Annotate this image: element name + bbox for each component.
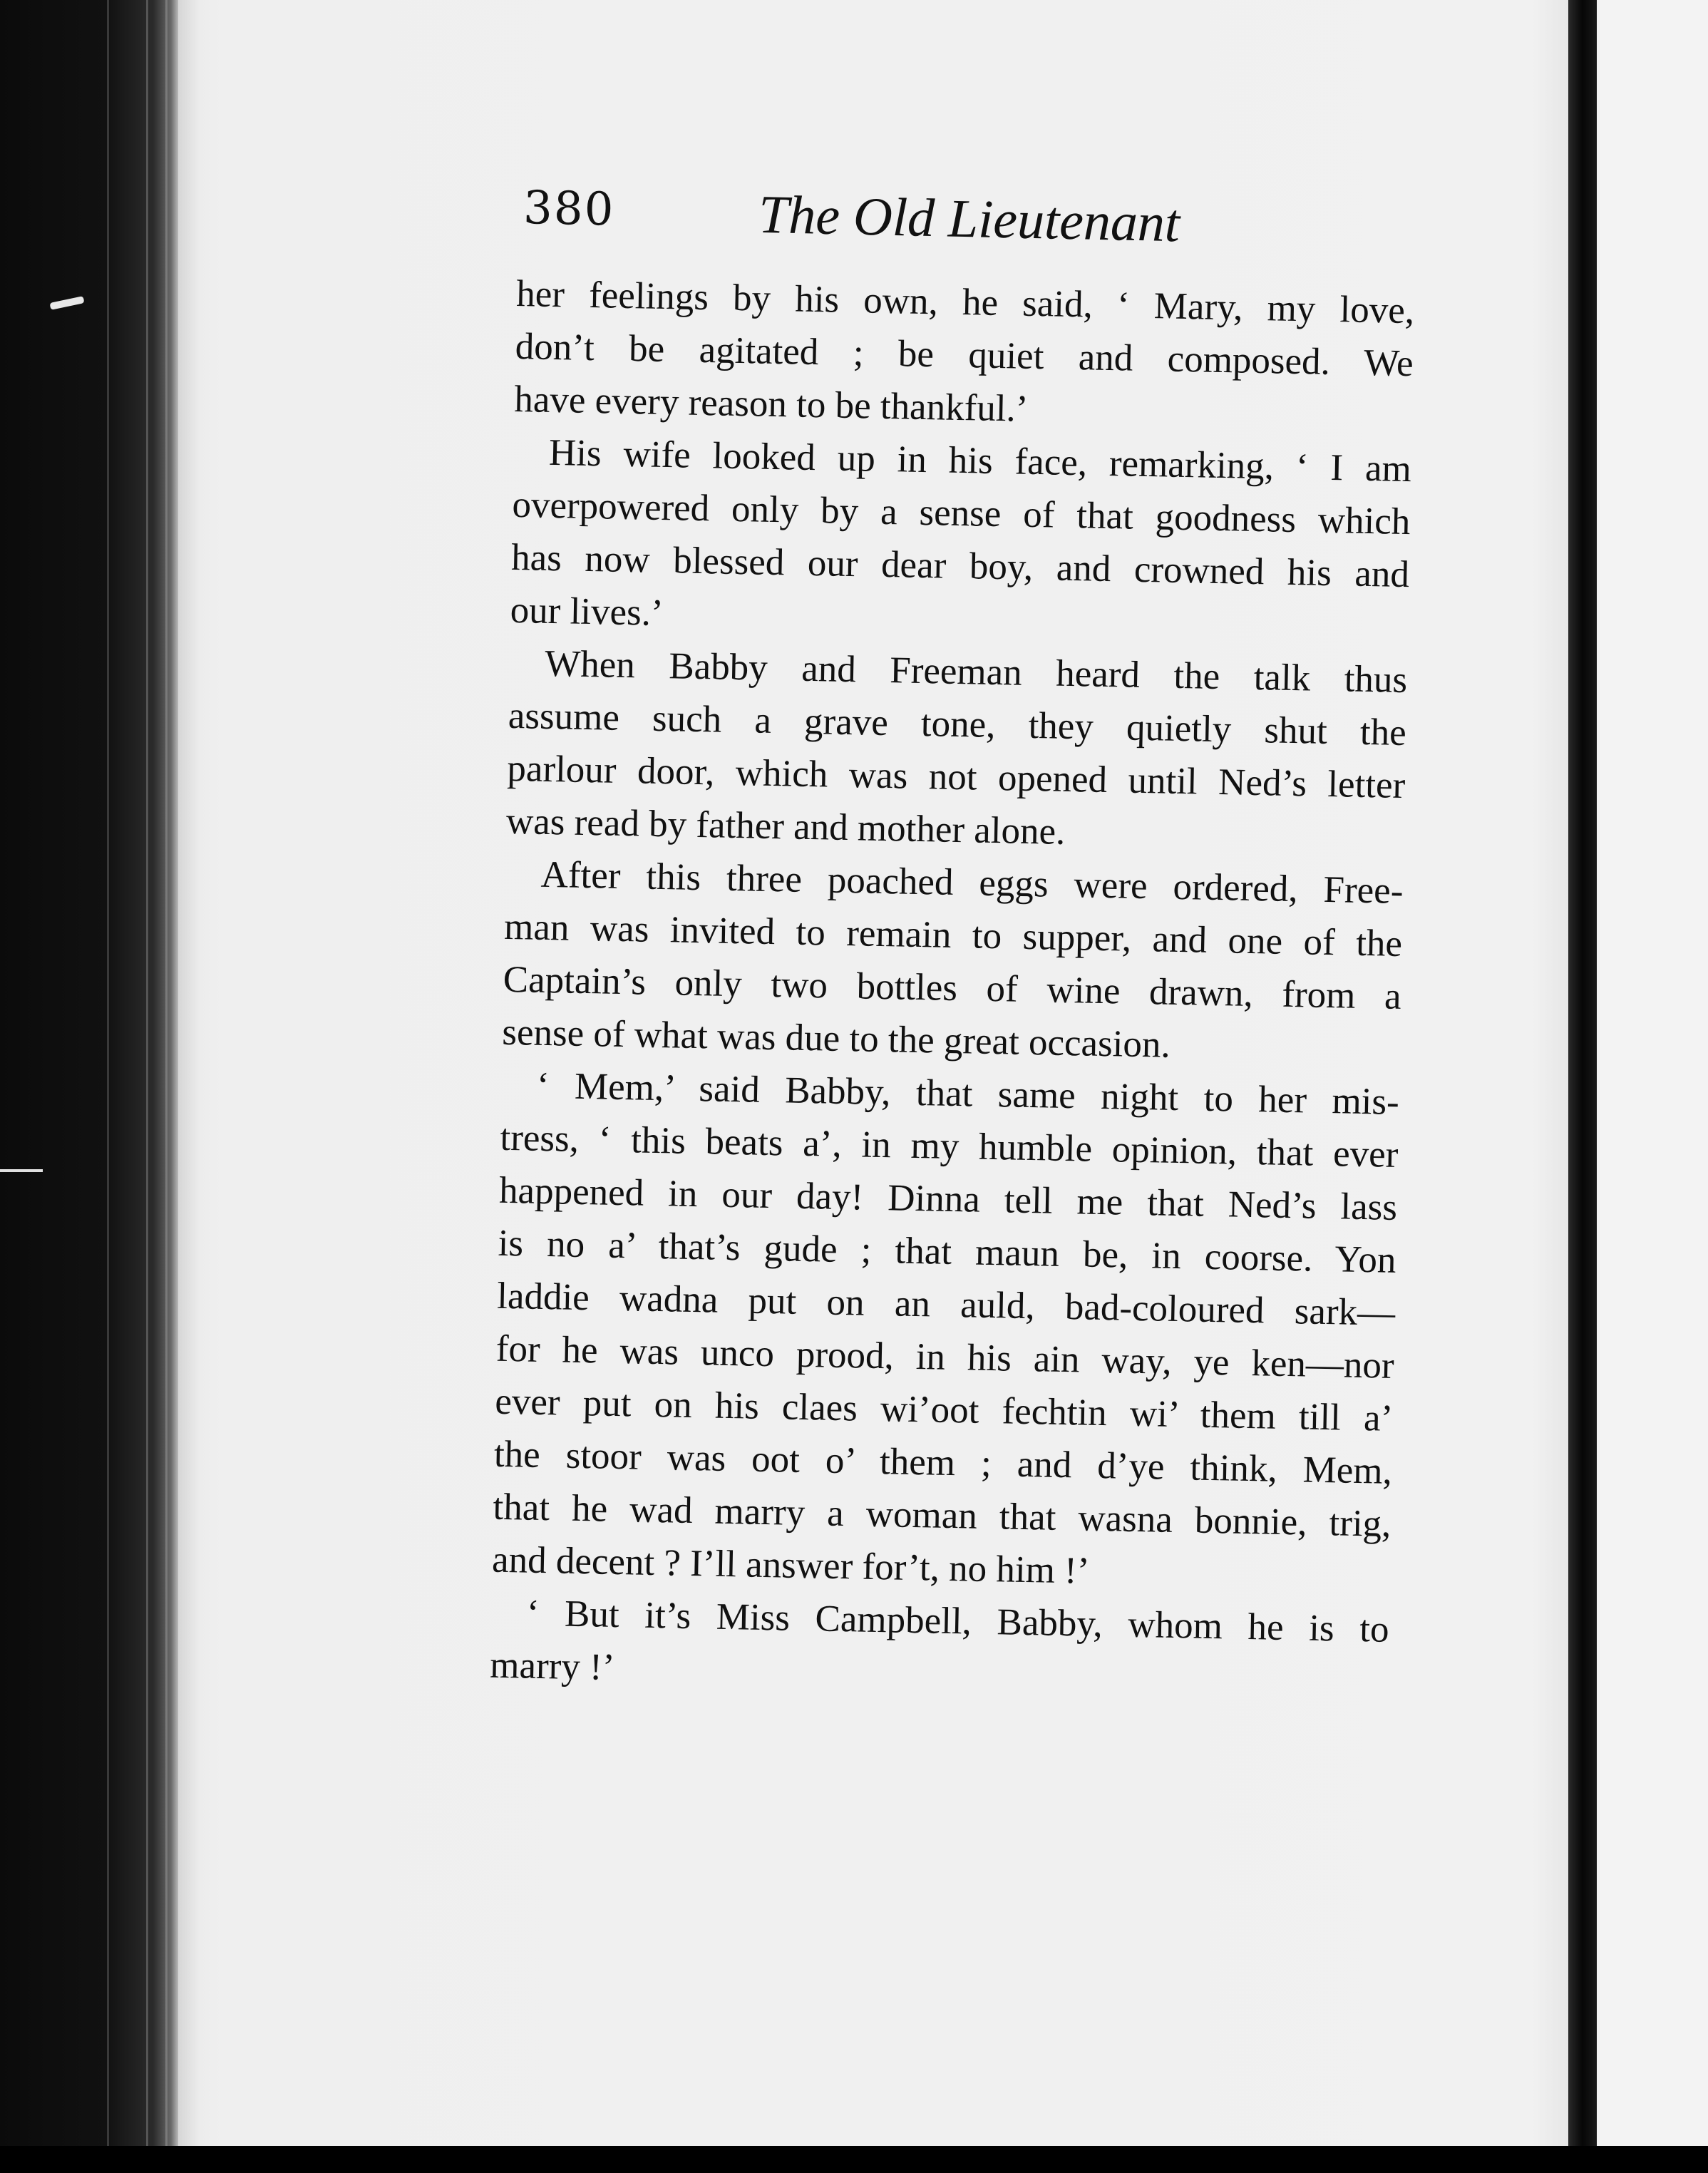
text-line: overpowered only by a sense of that goodness which — [512, 483, 1411, 543]
paragraph — [491, 1059, 1399, 1603]
text-line: man was invited to remain to supper, and one of the — [503, 905, 1403, 965]
running-title: The Old Lieutenant — [758, 184, 1180, 254]
paragraph — [505, 637, 1407, 865]
facing-page-edge — [1597, 0, 1708, 2173]
text-line: tress, ‘ this beats a’, in my humble opinion, that ever — [500, 1116, 1399, 1176]
paragraph — [490, 1586, 1390, 1709]
paragraph — [502, 848, 1404, 1076]
spine-edge-line — [107, 0, 109, 2173]
text-line: marry !’ — [489, 1644, 615, 1688]
scan-border — [0, 2146, 1708, 2173]
spine-edge-line — [146, 0, 148, 2173]
text-line: ‘ But it’s Miss Campbell, Babby, whom he is to — [526, 1592, 1390, 1650]
text-line: happened in our day! Dinna tell me that Ned’s lass — [498, 1169, 1398, 1228]
text-line: sense of what was due to the great occasion. — [501, 1011, 1171, 1066]
text-line: Captain’s only two bottles of wine drawn, from a — [503, 958, 1402, 1017]
text-line: When Babby and Freeman heard the talk thus — [544, 642, 1408, 702]
spine-edge-line — [165, 0, 168, 2173]
text-line: and decent ? I’ll answer for’t, no him !’ — [491, 1538, 1090, 1592]
text-line: ‘ Mem,’ said Babby, that same night to her mis- — [536, 1064, 1400, 1123]
text-line: laddie wadna put on an auld, bad-coloured sark— — [496, 1275, 1396, 1334]
body-text — [490, 267, 1415, 1709]
text-line: ever put on his claes wi’oot fechtin wi’ them till a’ — [494, 1380, 1394, 1439]
text-line: our lives.’ — [510, 589, 664, 635]
text-line: the stoor was oot o’ them ; and d’ye think, Mem, — [493, 1433, 1393, 1492]
book-spine — [0, 0, 178, 2173]
text-line: her feelings by his own, he said, ‘ Mary, my love, — [515, 272, 1415, 332]
text-line: don’t be agitated ; be quiet and composed. We — [515, 325, 1414, 385]
scan-mark — [0, 1169, 43, 1172]
text-line: assume such a grave tone, they quietly shut the — [508, 694, 1407, 754]
text-line: His wife looked up in his face, remarking, ‘ I am — [548, 431, 1412, 490]
text-line: has now blessed our dear boy, and crowned his and — [510, 536, 1410, 596]
text-line: After this three poached eggs were ordered, Free- — [540, 853, 1404, 913]
page-number: 380 — [523, 182, 616, 237]
text-line: is no a’ that’s gude ; that maun be, in coorse. Yon — [498, 1222, 1397, 1281]
text-line: parlour door, which was not opened until Ned’s letter — [506, 747, 1406, 807]
text-line: have every reason to be thankful.’ — [513, 378, 1029, 430]
paragraph — [510, 426, 1411, 654]
text-line: was read by father and mother alone. — [505, 800, 1066, 853]
text-line: for he was unco prood, in his ain way, ye ken—nor — [495, 1327, 1395, 1387]
text-line: that he wad marry a woman that wasna bonnie, trig, — [493, 1486, 1391, 1545]
paragraph — [514, 267, 1415, 443]
page-gutter — [1568, 0, 1597, 2173]
